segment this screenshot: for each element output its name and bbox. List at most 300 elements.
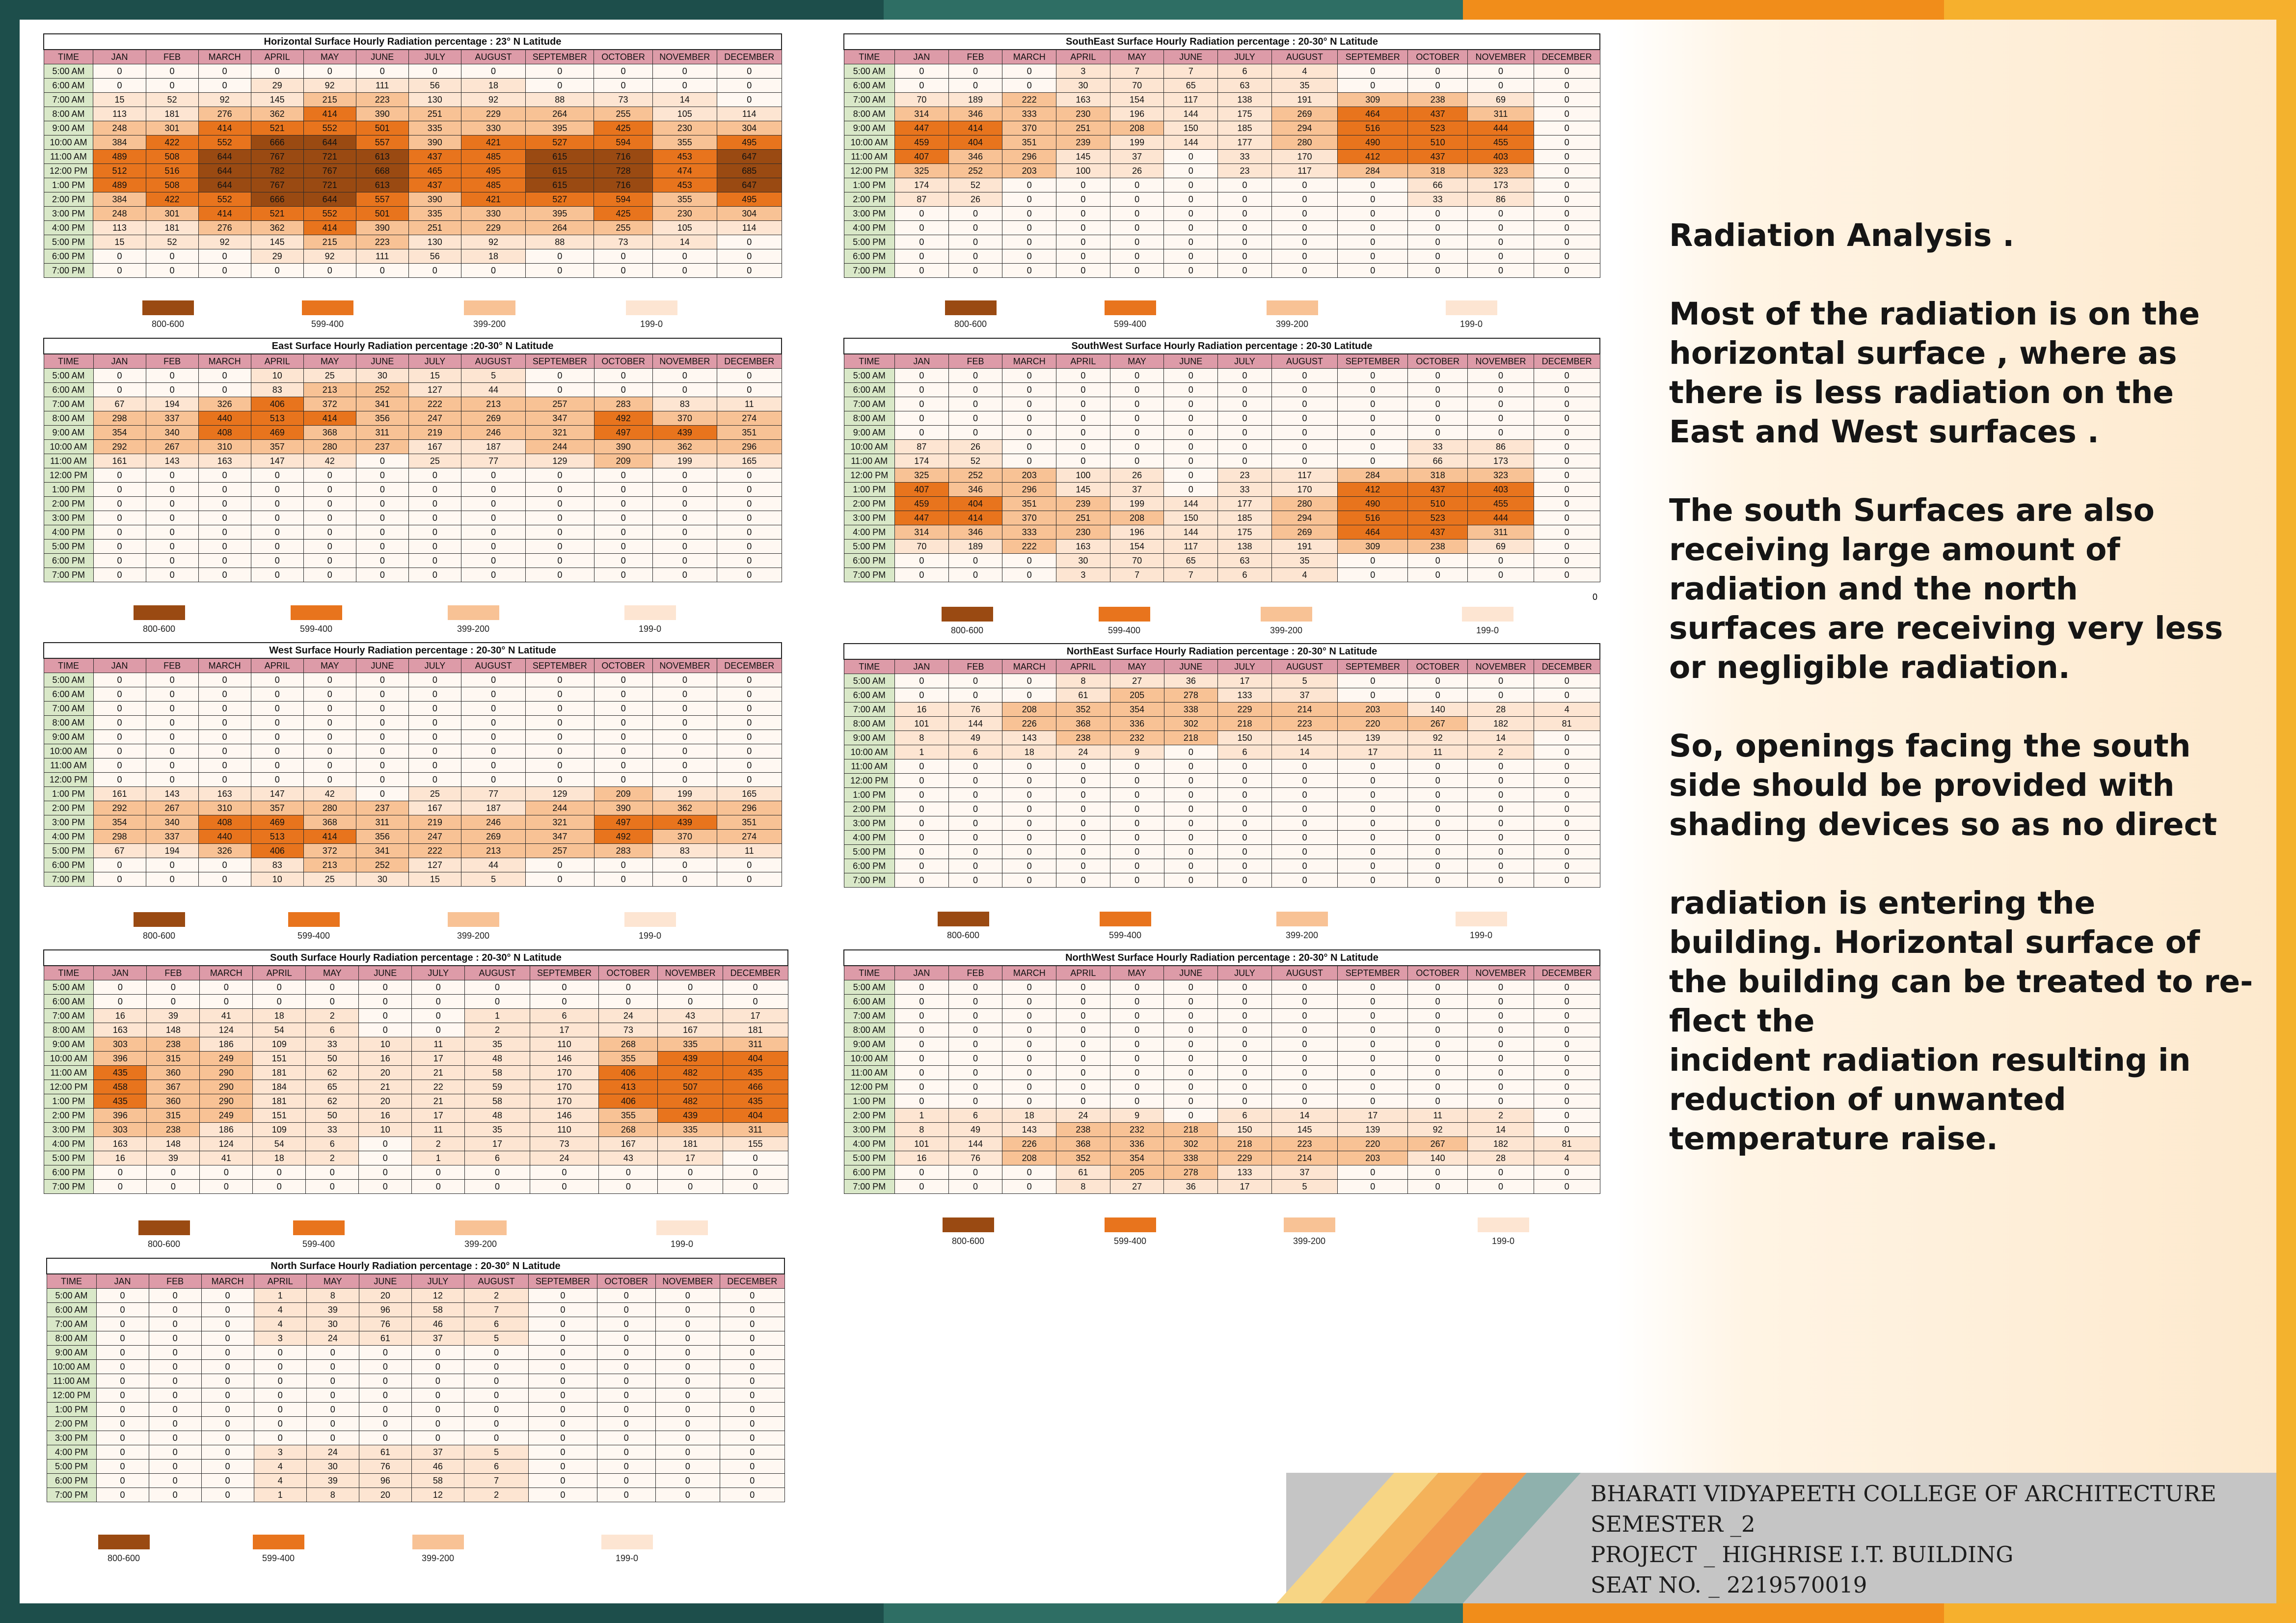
value-cell: 0: [720, 1303, 784, 1317]
value-cell: 239: [1056, 497, 1110, 511]
value-cell: 340: [146, 426, 198, 440]
value-cell: 357: [251, 440, 303, 454]
value-cell: 0: [1534, 135, 1600, 150]
table-row: [844, 207, 1600, 221]
value-cell: 11: [412, 1037, 465, 1052]
value-cell: 145: [1271, 731, 1338, 745]
table-row: [844, 731, 1600, 745]
value-cell: 145: [1056, 150, 1110, 164]
value-cell: 0: [461, 540, 525, 554]
value-cell: 0: [1271, 249, 1338, 264]
value-cell: 0: [652, 264, 717, 278]
value-cell: 0: [1002, 688, 1056, 703]
value-cell: 0: [526, 64, 594, 79]
value-cell: 0: [529, 1317, 597, 1331]
value-cell: 0: [948, 873, 1002, 888]
column-header: NOVEMBER: [655, 1274, 720, 1289]
legend-swatch: [412, 1535, 464, 1549]
value-cell: 0: [594, 568, 652, 582]
value-cell: 0: [1164, 980, 1218, 995]
value-cell: 0: [306, 1417, 359, 1431]
column-header: JAN: [894, 50, 948, 64]
value-cell: 2: [1468, 745, 1534, 759]
value-cell: 0: [1534, 426, 1600, 440]
value-cell: 0: [251, 673, 303, 687]
value-cell: 352: [1056, 703, 1110, 717]
column-header: FEB: [146, 658, 198, 673]
time-cell: 7:00 PM: [44, 568, 93, 582]
value-cell: 0: [1218, 192, 1272, 207]
value-cell: 0: [894, 568, 948, 582]
value-cell: 150: [1218, 1123, 1272, 1137]
value-cell: 0: [717, 525, 782, 540]
time-cell: 7:00 PM: [844, 264, 894, 278]
value-cell: 35: [1271, 79, 1338, 93]
value-cell: 14: [1468, 731, 1534, 745]
value-cell: 0: [1056, 1009, 1110, 1023]
column-header: TIME: [844, 966, 894, 980]
value-cell: 0: [359, 1165, 412, 1180]
column-header: OCTOBER: [1408, 659, 1468, 674]
legend-north: [98, 1535, 687, 1564]
value-cell: 294: [1271, 511, 1338, 525]
value-cell: 0: [526, 568, 594, 582]
value-cell: 0: [652, 468, 717, 483]
value-cell: 105: [652, 107, 717, 121]
value-cell: 1: [254, 1488, 306, 1502]
column-header: JUNE: [1164, 50, 1218, 64]
legend-swatch: [455, 1220, 507, 1235]
value-cell: 50: [306, 1052, 359, 1066]
legend-swatch: [134, 912, 185, 927]
value-cell: 0: [1408, 1094, 1468, 1109]
value-cell: 33: [1218, 483, 1272, 497]
value-cell: 0: [306, 1165, 359, 1180]
value-cell: 0: [1408, 207, 1468, 221]
value-cell: 315: [147, 1109, 200, 1123]
table-row: [844, 745, 1600, 759]
time-cell: 11:00 AM: [44, 454, 93, 468]
value-cell: 0: [599, 980, 658, 995]
value-cell: 404: [723, 1052, 788, 1066]
value-cell: 0: [1534, 468, 1600, 483]
value-cell: 0: [1164, 816, 1218, 831]
value-cell: 83: [251, 383, 303, 397]
value-cell: 444: [1468, 511, 1534, 525]
table-row: [44, 121, 782, 135]
value-cell: 161: [93, 454, 146, 468]
value-cell: 0: [149, 1474, 201, 1488]
value-cell: 0: [948, 411, 1002, 426]
value-cell: 0: [1338, 426, 1408, 440]
value-cell: 0: [461, 758, 525, 773]
value-cell: 0: [1164, 1023, 1218, 1037]
value-cell: 76: [948, 1151, 1002, 1165]
value-cell: 0: [1534, 235, 1600, 249]
value-cell: 0: [594, 554, 652, 568]
time-cell: 12:00 PM: [844, 164, 894, 178]
value-cell: 0: [597, 1289, 655, 1303]
time-cell: 6:00 AM: [844, 995, 894, 1009]
value-cell: 1: [412, 1151, 465, 1165]
value-cell: 497: [594, 815, 652, 830]
legend-swatch: [98, 1535, 150, 1549]
value-cell: 11: [412, 1123, 465, 1137]
value-cell: 414: [948, 511, 1002, 525]
value-cell: 668: [356, 164, 408, 178]
table-row: [44, 1052, 788, 1066]
value-cell: 252: [948, 164, 1002, 178]
time-cell: 7:00 AM: [44, 702, 93, 716]
value-cell: 0: [356, 264, 408, 278]
value-cell: 0: [1338, 1052, 1408, 1066]
value-cell: 0: [594, 730, 652, 744]
value-cell: 0: [1218, 207, 1272, 221]
column-header: AUGUST: [1271, 354, 1338, 369]
value-cell: 0: [894, 980, 948, 995]
value-cell: 0: [1218, 1037, 1272, 1052]
value-cell: 39: [306, 1303, 359, 1317]
value-cell: 37: [411, 1331, 464, 1346]
value-cell: 0: [894, 1066, 948, 1080]
value-cell: 414: [198, 207, 251, 221]
value-cell: 0: [94, 1165, 147, 1180]
table-row: [844, 1180, 1600, 1194]
value-cell: 144: [1164, 497, 1218, 511]
value-cell: 0: [894, 774, 948, 788]
time-cell: 9:00 AM: [44, 730, 93, 744]
value-cell: 52: [146, 235, 198, 249]
value-cell: 0: [1534, 831, 1600, 845]
table-row: [844, 816, 1600, 831]
time-cell: 1:00 PM: [44, 1094, 94, 1109]
value-cell: 4: [1271, 64, 1338, 79]
value-cell: 0: [1534, 745, 1600, 759]
value-cell: 81: [1534, 717, 1600, 731]
value-cell: 41: [200, 1009, 253, 1023]
southwest-radiation-table: [843, 338, 1600, 582]
value-cell: 73: [594, 93, 652, 107]
value-cell: 69: [1468, 93, 1534, 107]
value-cell: 0: [253, 1165, 306, 1180]
value-cell: 0: [597, 1417, 655, 1431]
value-cell: 0: [1534, 483, 1600, 497]
value-cell: 495: [461, 164, 525, 178]
value-cell: 0: [1218, 1023, 1272, 1037]
table-row: [844, 554, 1600, 568]
value-cell: 129: [526, 454, 594, 468]
column-header: SEPTEMBER: [1338, 50, 1408, 64]
value-cell: 0: [198, 468, 251, 483]
value-cell: 0: [720, 1346, 784, 1360]
value-cell: 0: [1218, 995, 1272, 1009]
value-cell: 0: [717, 369, 782, 383]
time-cell: 10:00 AM: [844, 1052, 894, 1066]
value-cell: 0: [529, 1346, 597, 1360]
value-cell: 246: [461, 426, 525, 440]
column-header: AUGUST: [461, 354, 525, 369]
notes-paragraph-1: Most of the radiation is on the horizontal surface , where as there is less radiation on the East and West surfaces .: [1669, 296, 2200, 450]
value-cell: 4: [254, 1303, 306, 1317]
value-cell: 0: [526, 687, 594, 702]
table-row: [844, 540, 1600, 554]
column-header: MARCH: [198, 354, 251, 369]
legend-swatch: [943, 1217, 994, 1232]
value-cell: 0: [1218, 816, 1272, 831]
value-cell: 39: [147, 1009, 200, 1023]
value-cell: 0: [1110, 845, 1164, 859]
value-cell: 0: [1110, 207, 1164, 221]
value-cell: 0: [461, 568, 525, 582]
value-cell: 0: [359, 1137, 412, 1151]
value-cell: 209: [594, 454, 652, 468]
value-cell: 0: [1164, 192, 1218, 207]
value-cell: 0: [1056, 995, 1110, 1009]
value-cell: 18: [253, 1009, 306, 1023]
value-cell: 0: [408, 554, 461, 568]
value-cell: 0: [1534, 93, 1600, 107]
value-cell: 39: [147, 1151, 200, 1165]
value-cell: 497: [594, 426, 652, 440]
value-cell: 0: [1164, 845, 1218, 859]
value-cell: 425: [594, 207, 652, 221]
value-cell: 0: [1271, 873, 1338, 888]
table-row: [844, 497, 1600, 511]
table-title: Horizontal Surface Hourly Radiation percentage : 23° N Latitude: [44, 34, 782, 50]
value-cell: 412: [1338, 150, 1408, 164]
value-cell: 0: [1408, 264, 1468, 278]
value-cell: 512: [93, 164, 146, 178]
value-cell: 0: [1110, 980, 1164, 995]
value-cell: 0: [1002, 1180, 1056, 1194]
value-cell: 0: [1338, 383, 1408, 397]
value-cell: 0: [147, 980, 200, 995]
value-cell: 0: [93, 540, 146, 554]
value-cell: 0: [1056, 383, 1110, 397]
column-header: OCTOBER: [594, 50, 652, 64]
value-cell: 81: [1534, 1137, 1600, 1151]
value-cell: 0: [1338, 554, 1408, 568]
value-cell: 0: [149, 1445, 201, 1460]
value-cell: 0: [306, 1388, 359, 1403]
value-cell: 0: [1534, 568, 1600, 582]
value-cell: 396: [94, 1052, 147, 1066]
value-cell: 406: [599, 1066, 658, 1080]
value-cell: 0: [526, 249, 594, 264]
value-cell: 113: [93, 107, 146, 121]
value-cell: 0: [597, 1431, 655, 1445]
value-cell: 425: [594, 121, 652, 135]
value-cell: 0: [594, 702, 652, 716]
value-cell: 0: [408, 773, 461, 787]
value-cell: 0: [1164, 859, 1218, 873]
value-cell: 11: [717, 844, 782, 858]
value-cell: 0: [594, 497, 652, 511]
legend-swatch: [942, 607, 993, 622]
value-cell: 69: [1468, 540, 1534, 554]
value-cell: 0: [1338, 411, 1408, 426]
value-cell: 33: [306, 1123, 359, 1137]
time-cell: 7:00 PM: [44, 264, 93, 278]
value-cell: 163: [1056, 93, 1110, 107]
value-cell: 510: [1408, 497, 1468, 511]
value-cell: 292: [93, 801, 146, 815]
value-cell: 0: [1534, 859, 1600, 873]
value-cell: 422: [146, 135, 198, 150]
value-cell: 0: [594, 79, 652, 93]
value-cell: 0: [1110, 802, 1164, 816]
table-row: [844, 703, 1600, 717]
value-cell: 0: [1534, 369, 1600, 383]
value-cell: 0: [96, 1374, 149, 1388]
value-cell: 0: [1408, 426, 1468, 440]
value-cell: 0: [1110, 264, 1164, 278]
value-cell: 421: [461, 135, 525, 150]
value-cell: 0: [94, 980, 147, 995]
value-cell: 0: [146, 79, 198, 93]
value-cell: 230: [652, 207, 717, 221]
value-cell: 0: [1164, 1094, 1218, 1109]
value-cell: 0: [948, 426, 1002, 440]
value-cell: 30: [306, 1460, 359, 1474]
value-cell: 0: [1534, 207, 1600, 221]
value-cell: 0: [465, 980, 530, 995]
value-cell: 0: [93, 858, 146, 872]
value-cell: 0: [1468, 1052, 1534, 1066]
value-cell: 0: [1271, 845, 1338, 859]
value-cell: 0: [1468, 1165, 1534, 1180]
time-cell: 10:00 AM: [844, 440, 894, 454]
value-cell: 0: [359, 1431, 411, 1445]
column-header: DECEMBER: [723, 966, 788, 980]
time-cell: 5:00 AM: [844, 674, 894, 688]
value-cell: 0: [303, 758, 356, 773]
time-cell: 11:00 AM: [44, 150, 93, 164]
value-cell: 0: [359, 1388, 411, 1403]
value-cell: 0: [655, 1289, 720, 1303]
value-cell: 0: [253, 980, 306, 995]
table-title: West Surface Hourly Radiation percentage : 20-30° N Latitude: [44, 643, 782, 658]
table-row: [44, 454, 782, 468]
value-cell: 403: [1468, 483, 1534, 497]
value-cell: 0: [1110, 831, 1164, 845]
value-cell: 8: [1056, 674, 1110, 688]
value-cell: 304: [717, 121, 782, 135]
value-cell: 0: [1408, 816, 1468, 831]
value-cell: 0: [594, 872, 652, 887]
value-cell: 280: [1271, 497, 1338, 511]
time-cell: 8:00 AM: [44, 411, 93, 426]
column-header: MAY: [303, 354, 356, 369]
value-cell: 267: [146, 801, 198, 815]
column-header: DECEMBER: [717, 658, 782, 673]
value-cell: 0: [408, 468, 461, 483]
value-cell: 144: [948, 1137, 1002, 1151]
value-cell: 0: [1056, 845, 1110, 859]
value-cell: 0: [948, 207, 1002, 221]
value-cell: 516: [1338, 121, 1408, 135]
time-cell: 7:00 PM: [844, 568, 894, 582]
value-cell: 0: [1218, 1066, 1272, 1080]
column-header: TIME: [44, 966, 94, 980]
value-cell: 0: [655, 1431, 720, 1445]
value-cell: 278: [1164, 1165, 1218, 1180]
value-cell: 0: [1271, 1037, 1338, 1052]
value-cell: 0: [93, 383, 146, 397]
value-cell: 9: [1110, 745, 1164, 759]
value-cell: 0: [1218, 1080, 1272, 1094]
value-cell: 0: [526, 483, 594, 497]
value-cell: 25: [303, 369, 356, 383]
value-cell: 0: [93, 687, 146, 702]
table-row: [44, 1151, 788, 1165]
value-cell: 325: [894, 164, 948, 178]
value-cell: 0: [1338, 178, 1408, 192]
value-cell: 0: [894, 1009, 948, 1023]
table-row: [44, 744, 782, 758]
value-cell: 311: [356, 815, 408, 830]
value-cell: 6: [948, 745, 1002, 759]
value-cell: 404: [948, 497, 1002, 511]
value-cell: 0: [1110, 178, 1164, 192]
value-cell: 0: [1056, 397, 1110, 411]
value-cell: 0: [147, 995, 200, 1009]
value-cell: 0: [1218, 454, 1272, 468]
value-cell: 330: [461, 207, 525, 221]
value-cell: 0: [93, 511, 146, 525]
value-cell: 298: [93, 830, 146, 844]
value-cell: 0: [526, 540, 594, 554]
value-cell: 0: [1002, 79, 1056, 93]
column-header: JAN: [96, 1274, 149, 1289]
value-cell: 0: [1271, 192, 1338, 207]
value-cell: 0: [251, 716, 303, 730]
value-cell: 370: [652, 830, 717, 844]
value-cell: 0: [717, 758, 782, 773]
value-cell: 163: [198, 787, 251, 801]
value-cell: 0: [1164, 1066, 1218, 1080]
legend-label: 199-0: [1459, 319, 1483, 329]
value-cell: 0: [93, 872, 146, 887]
value-cell: 175: [1218, 107, 1272, 121]
value-cell: 0: [1534, 1023, 1600, 1037]
value-cell: 0: [1408, 1080, 1468, 1094]
time-cell: 6:00 AM: [44, 995, 94, 1009]
legend-east: [134, 605, 723, 635]
time-cell: 3:00 PM: [44, 207, 93, 221]
value-cell: 92: [461, 93, 525, 107]
time-cell: 7:00 PM: [44, 1180, 94, 1194]
column-header: MAY: [306, 1274, 359, 1289]
value-cell: 173: [1468, 178, 1534, 192]
value-cell: 143: [1002, 1123, 1056, 1137]
column-header: FEB: [948, 50, 1002, 64]
value-cell: 0: [356, 64, 408, 79]
value-cell: 0: [251, 744, 303, 758]
value-cell: 666: [251, 135, 303, 150]
value-cell: 0: [359, 1346, 411, 1360]
table-row: [844, 788, 1600, 802]
value-cell: 124: [200, 1137, 253, 1151]
value-cell: 0: [597, 1374, 655, 1388]
value-cell: 237: [356, 440, 408, 454]
table-title: North Surface Hourly Radiation percentage : 20-30° N Latitude: [47, 1258, 784, 1274]
value-cell: 435: [94, 1094, 147, 1109]
value-cell: 0: [149, 1460, 201, 1474]
value-cell: 292: [93, 440, 146, 454]
value-cell: 92: [303, 249, 356, 264]
value-cell: 482: [658, 1066, 723, 1080]
